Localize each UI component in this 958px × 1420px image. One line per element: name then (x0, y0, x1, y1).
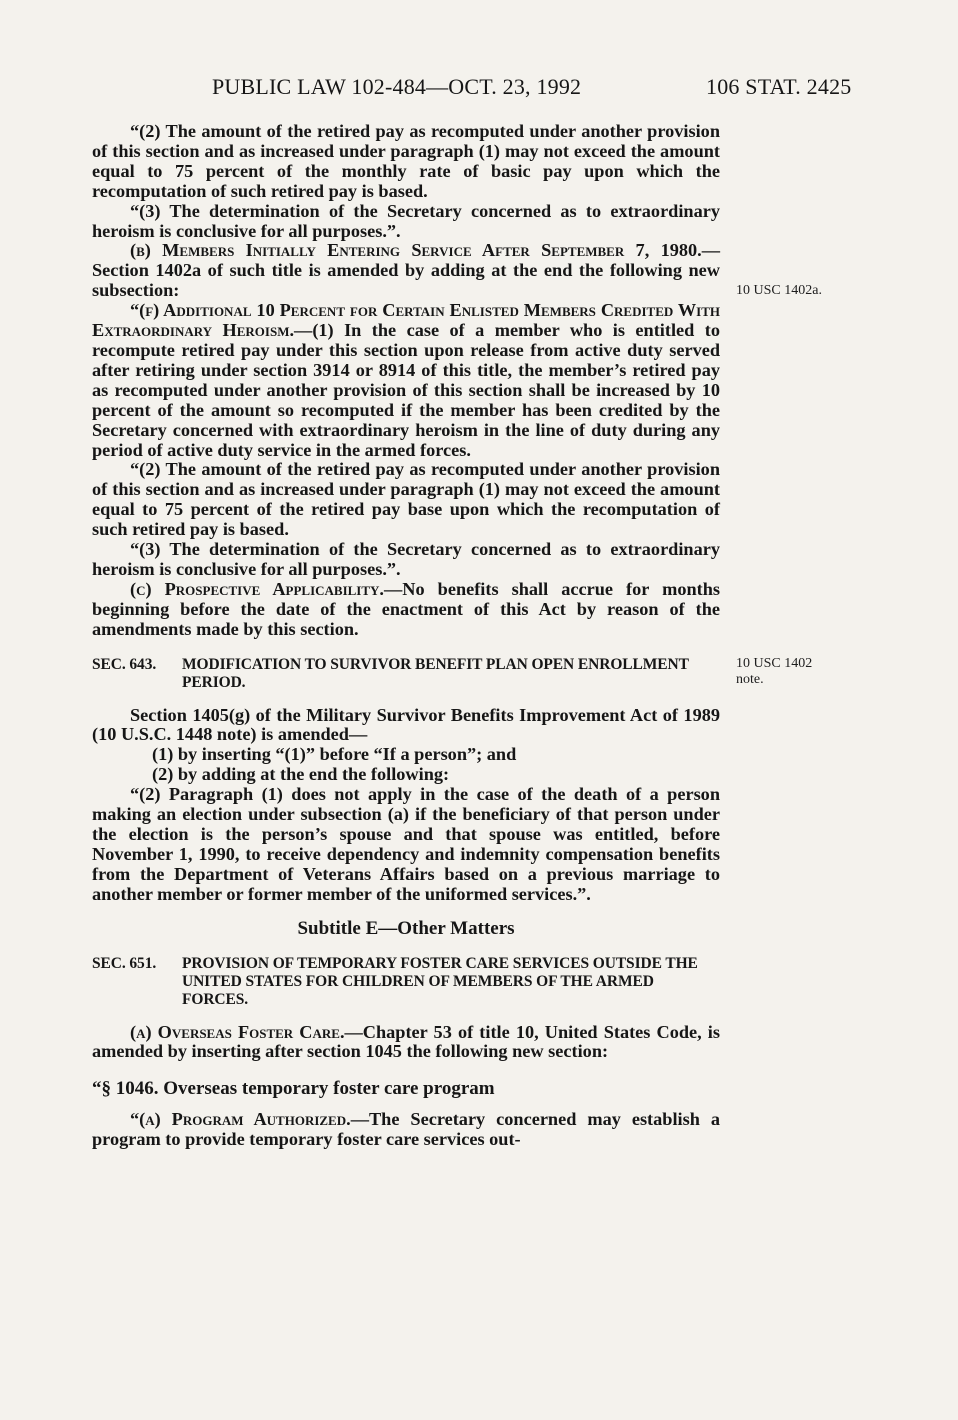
margin-note-line2: note. (736, 672, 764, 687)
paragraph: “(2) The amount of the retired pay as recomputed under another provision of this section and as increased under paragraph (1) may not exceed the amount equal to 75 percent of the retired pay base upon which the recomputation of such retired pay is based. (92, 459, 720, 540)
header-law-citation: PUBLIC LAW 102-484—OCT. 23, 1992 (212, 74, 582, 99)
section-heading-643 (92, 656, 720, 692)
paragraph: “(3) The determination of the Secretary concerned as to extraordinary heroism is conclusive for all purposes.”. (92, 200, 720, 241)
paragraph: “(2) Paragraph (1) does not apply in the case of the death of a person making an election under subsection (a) if the beneficiary of that person under the election is the person’s spouse and that spouse was entitled, before November 1, 1990, to receive dependency and indemnity compensation benefits from the Department of Veterans Affairs based on a previous marriage to another member or former member of the uniformed services.”. (92, 784, 720, 904)
paragraph (92, 301, 720, 460)
section-number: SEC. 651. (92, 954, 157, 972)
header-stat-page: 106 STAT. 2425 (706, 74, 852, 99)
subsection-heading: (b) Members Initially Entering Service After September 7, 1980. (130, 240, 702, 261)
paragraph (92, 580, 720, 640)
section-heading-651 (92, 955, 720, 1009)
paragraph: Section 1405(g) of the Military Survivor Benefits Improvement Act of 1989 (10 U.S.C. 1448 note) is amended— (92, 704, 720, 745)
paragraph: “(3) The determination of the Secretary concerned as to extraordinary heroism is conclusive for all purposes.”. (92, 539, 720, 579)
section-number: SEC. 643. (92, 655, 157, 673)
subsection-heading: (a) Overseas Foster Care. (130, 1021, 345, 1042)
paragraph-text: —(1) In the case of a member who is entitled to recompute retired pay under this section upon release from active duty served after retiring under section 3914 or 8914 of this title, the member’s retired pay as recomputed under another provision of this section shall be increased by 10 percent of the amount so recomputed if the member has been credited by the Secretary concerned with extraordinary heroism in the line of duty during any period of active duty service in the armed forces. (92, 320, 720, 460)
paragraph-text: —The Secretary concerned may establish a program to provide temporary foster care services out- (92, 1109, 721, 1150)
margin-note-1402-note (736, 656, 812, 688)
subsection-heading: “(f) Additional 10 Percent for Certain Enlisted Members Credited With Extraordinary Heroism. (92, 300, 720, 341)
margin-note-1402a: 10 USC 1402a. (736, 283, 822, 298)
paragraph: “(2) The amount of the retired pay as recomputed under another provision of this section and as increased under paragraph (1) may not exceed the amount equal to 75 percent of the monthly rate of basic pay upon which the recomputation of such retired pay is based. (92, 121, 720, 201)
document-body (92, 122, 720, 1150)
paragraph-text: —Section 1402a of such title is amended by adding at the end the following new subsection: (92, 240, 720, 301)
section-title: MODIFICATION TO SURVIVOR BENEFIT PLAN OPEN ENROLLMENT PERIOD. (182, 655, 689, 691)
subsection-heading: (c) Prospective Applicability. (130, 578, 384, 599)
subsection-heading: “(a) Program Authorized. (130, 1109, 351, 1130)
paragraph: (1) by inserting “(1)” before “If a person”; and (152, 744, 517, 765)
page-header (0, 72, 958, 102)
paragraph (92, 241, 720, 301)
section-1046-heading: “§ 1046. Overseas temporary foster care program (92, 1078, 495, 1100)
paragraph-text: —No benefits shall accrue for months beginning before the date of the enactment of this Act by reason of the amendments made by this section. (92, 578, 721, 639)
subtitle-heading: Subtitle E—Other Matters (297, 917, 515, 939)
paragraph-text: —Chapter 53 of title 10, United States Code, is amended by inserting after section 1045 the following new section: (92, 1021, 720, 1062)
section-title: PROVISION OF TEMPORARY FOSTER CARE SERVICES OUTSIDE THE UNITED STATES FOR CHILDREN OF MEMBERS OF THE ARMED FORCES. (182, 954, 698, 1008)
paragraph (92, 1023, 720, 1063)
paragraph (92, 1110, 720, 1150)
paragraph: (2) by adding at the end the following: (152, 764, 450, 785)
margin-note-line1: 10 USC 1402 (736, 656, 813, 671)
